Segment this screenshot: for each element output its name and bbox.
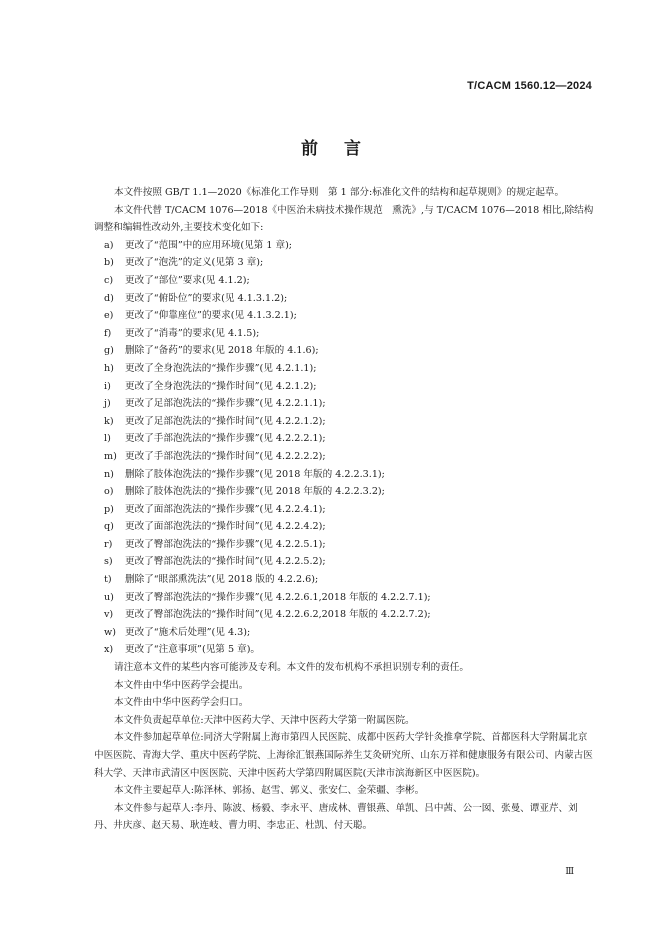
- page-number: Ⅲ: [565, 867, 574, 877]
- intro-section: [94, 184, 594, 237]
- list-item-text: 删除了肢体泡洗法的“操作步骤”(见 2018 年版的 4.2.2.3.2);: [125, 486, 385, 498]
- list-item-label: d): [104, 292, 114, 304]
- page-title: 前言: [301, 139, 387, 159]
- list-item-label: m): [104, 450, 117, 462]
- paragraph: 请注意本文件的某些内容可能涉及专利。本文件的发布机构不承担识别专利的责任。: [114, 662, 469, 674]
- list-item: [94, 553, 594, 571]
- list-item-label: v): [104, 609, 114, 621]
- list-item-label: j): [104, 398, 111, 410]
- list-item: [94, 237, 594, 255]
- list-item: [94, 307, 594, 325]
- list-item: [94, 342, 594, 360]
- list-item-label: w): [104, 626, 116, 638]
- list-item-label: l): [104, 433, 111, 445]
- list-item: [94, 571, 594, 589]
- paragraph: 本文件负责起草单位:天津中医药大学、天津中医药大学第一附属医院。: [114, 714, 415, 726]
- list-item-text: 更改了臀部泡洗法的“操作步骤”(见 4.2.2.5.1);: [125, 538, 326, 550]
- list-item-label: r): [104, 538, 113, 550]
- list-item-text: 更改了臀部泡洗法的“操作时间”(见 4.2.2.6.2,2018 年版的 4.2.2.7.2);: [125, 609, 431, 621]
- list-item-text: 更改了全身泡洗法的“操作时间”(见 4.2.1.2);: [125, 380, 317, 392]
- list-item: [94, 448, 594, 466]
- list-item: [94, 413, 594, 431]
- list-item-text: 更改了“泡洗”的定义(见第 3 章);: [125, 257, 264, 269]
- list-item-text: 更改了足部泡洗法的“操作步骤”(见 4.2.2.1.1);: [125, 398, 326, 410]
- paragraph: 本文件主要起草人:陈泽林、郭扬、赵雪、郭义、张安仁、金荣疆、李彬。: [114, 785, 425, 797]
- list-item: [94, 290, 594, 308]
- list-item-text: 删除了“备药”的要求(见 2018 年版的 4.1.6);: [125, 345, 319, 357]
- list-item-label: t): [104, 574, 112, 586]
- list-item-text: 更改了面部泡洗法的“操作步骤”(见 4.2.2.4.1);: [125, 503, 326, 515]
- list-item-label: s): [104, 556, 113, 568]
- paragraph: 本文件参加起草单位:同济大学附属上海市第四人民医院、成都中医药大学针灸推拿学院、首都医科大学附属北京中医医院、青海大学、重庆中医药学院、上海徐汇银燕国际养生艾灸研究所、山东万祥和健康服务有限公司、内蒙古医科大学、天津市武清区中医医院、天津中医药大学第四附属医院(天津市滨海新区中医医院)。: [94, 732, 593, 779]
- foreword-body: [94, 184, 594, 835]
- list-item-text: 更改了手部泡洗法的“操作步骤”(见 4.2.2.2.1);: [125, 433, 326, 445]
- list-item-text: 更改了全身泡洗法的“操作步骤”(见 4.2.1.1);: [125, 362, 317, 374]
- list-item-label: x): [104, 644, 114, 656]
- list-item-label: o): [104, 486, 114, 498]
- list-item: [94, 466, 594, 484]
- list-item-text: 更改了“范围”中的应用环境(见第 1 章);: [125, 239, 293, 251]
- list-item-text: 更改了“注意事项”(见第 5 章)。: [125, 644, 261, 656]
- list-item-text: 更改了“仰靠座位”的要求(见 4.1.3.2.1);: [125, 310, 297, 322]
- paragraph: 本文件按照 GB/T 1.1—2020《标准化工作导则 第 1 部分:标准化文件的结构和起草规则》的规定起草。: [114, 187, 565, 198]
- list-item-label: g): [104, 345, 114, 357]
- list-item-text: 更改了“消毒”的要求(见 4.1.5);: [125, 327, 260, 339]
- list-item: [94, 254, 594, 272]
- paragraph: 本文件代替 T/CACM 1076—2018《中医治未病技术操作规范 熏洗》,与 T/CACM 1076—2018 相比,除结构调整和编辑性改动外,主要技术变化如下:: [94, 204, 594, 234]
- paragraph: 本文件参与起草人:李丹、陈波、杨毅、李永平、唐成林、曹银燕、单凯、吕中茜、公一囡、张曼、谭亚芹、刘丹、井庆彦、赵天易、耿连岐、曹力明、李忠正、杜凯、付天聪。: [94, 802, 578, 832]
- list-item: [94, 624, 594, 642]
- list-item: [94, 483, 594, 501]
- list-item-label: b): [104, 257, 114, 269]
- list-item: [94, 325, 594, 343]
- list-item-label: f): [104, 327, 112, 339]
- list-item-label: q): [104, 521, 114, 533]
- list-item: [94, 589, 594, 607]
- list-item-label: i): [104, 380, 111, 392]
- list-item-text: 更改了足部泡洗法的“操作时间”(见 4.2.2.1.2);: [125, 415, 326, 427]
- list-item-label: u): [104, 591, 114, 603]
- list-item: [94, 536, 594, 554]
- list-item-label: p): [104, 503, 114, 515]
- list-item-text: 更改了“俯卧位”的要求(见 4.1.3.1.2);: [125, 292, 288, 304]
- list-item: [94, 641, 594, 659]
- list-item-label: h): [104, 362, 114, 374]
- list-item-text: 更改了面部泡洗法的“操作时间”(见 4.2.2.4.2);: [125, 521, 326, 533]
- list-item: [94, 272, 594, 290]
- list-item: [94, 378, 594, 396]
- list-item: [94, 430, 594, 448]
- list-item: [94, 501, 594, 519]
- closing-section: [94, 659, 594, 835]
- list-item-text: 删除了“眼部熏洗法”(见 2018 版的 4.2.2.6);: [125, 574, 319, 586]
- list-item-label: e): [104, 310, 114, 322]
- document-code: T/CACM 1560.12—2024: [467, 80, 592, 92]
- paragraph: 本文件由中华中医药学会归口。: [114, 697, 249, 709]
- changes-list: [94, 237, 594, 659]
- list-item-label: a): [104, 239, 114, 251]
- list-item-text: 更改了臀部泡洗法的“操作步骤”(见 4.2.2.6.1,2018 年版的 4.2.2.7.1);: [125, 591, 431, 603]
- list-item: [94, 606, 594, 624]
- list-item-label: n): [104, 468, 114, 480]
- list-item: [94, 518, 594, 536]
- list-item-label: k): [104, 415, 114, 427]
- list-item-text: 更改了“部位”要求(见 4.1.2);: [125, 274, 250, 286]
- list-item: [94, 360, 594, 378]
- list-item-text: 更改了臀部泡洗法的“操作时间”(见 4.2.2.5.2);: [125, 556, 326, 568]
- list-item-label: c): [104, 274, 114, 286]
- list-item-text: 更改了手部泡洗法的“操作时间”(见 4.2.2.2.2);: [125, 450, 326, 462]
- list-item: [94, 395, 594, 413]
- list-item-text: 更改了“施术后处理”(见 4.3);: [125, 626, 251, 638]
- paragraph: 本文件由中华中医药学会提出。: [114, 679, 249, 691]
- list-item-text: 删除了肢体泡洗法的“操作步骤”(见 2018 年版的 4.2.2.3.1);: [125, 468, 385, 480]
